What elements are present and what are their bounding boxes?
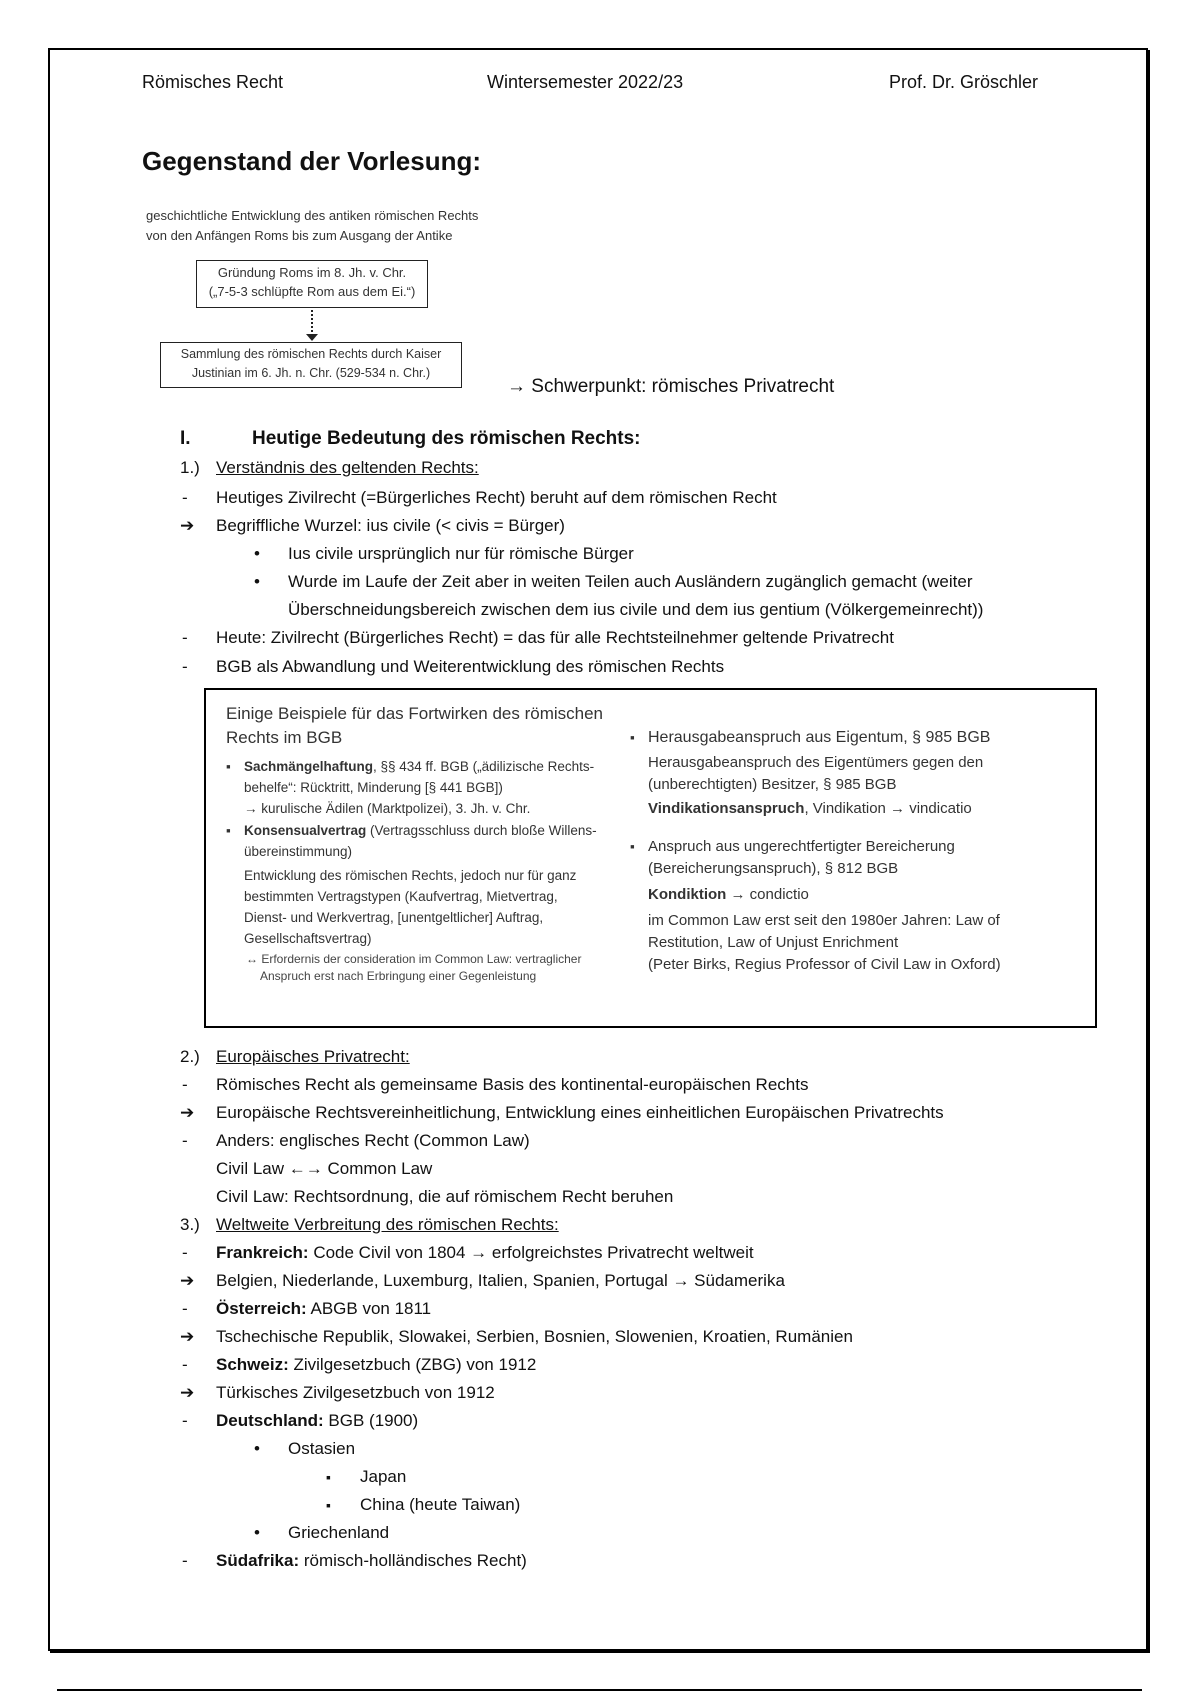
square-bullet-icon: ▪: [326, 1497, 331, 1513]
example-left-1: [244, 756, 594, 777]
example-right-text: (Peter Birks, Regius Professor of Civil Law in Oxford): [648, 956, 1001, 973]
section-heading: Heutige Bedeutung des römischen Rechts:: [252, 428, 641, 449]
country-text: ABGB von 1811: [306, 1299, 432, 1318]
list-item: Ius civile ursprünglich nur für römische Bürger: [288, 544, 634, 563]
example-text: , Vindikation → vindicatio: [804, 800, 972, 817]
square-bullet-icon: ▪: [226, 759, 231, 774]
dash-marker: -: [182, 1551, 188, 1570]
example-term: Kondiktion: [648, 886, 727, 903]
list-item: [216, 1241, 754, 1265]
example-right-4: [648, 798, 972, 819]
country-label: Südafrika:: [216, 1551, 300, 1570]
section-number: I.: [180, 428, 191, 449]
country-label: Frankreich:: [216, 1243, 309, 1262]
list-item: Europäische Rechtsvereinheitlichung, Entwicklung eines einheitlichen Europäischen Privatrechts: [216, 1103, 944, 1122]
example-right-7: [648, 884, 809, 905]
example-note: Anspruch erst nach Erbringung einer Gegenleistung: [260, 969, 537, 983]
subsection-3-title: Weltweite Verbreitung des römischen Rechts:: [216, 1215, 559, 1234]
subsection-3-number: 3.): [180, 1215, 200, 1234]
list-item: BGB als Abwandlung und Weiterentwicklung des römischen Rechts: [216, 657, 725, 676]
arrow-icon: ➔: [180, 1383, 195, 1402]
example-text: behelfe“: Rücktritt, Minderung [§ 441 BGB]): [244, 780, 503, 795]
dash-marker: -: [182, 1299, 188, 1318]
example-text: (Vertragsschluss durch bloße Willens-: [366, 823, 597, 838]
timeline-box-justinian-line2: Justinian im 6. Jh. n. Chr. (529-534 n. Chr.): [191, 366, 431, 380]
subsection-1-title: Verständnis des geltenden Rechts:: [216, 458, 479, 477]
header-professor: Prof. Dr. Gröschler: [889, 72, 1039, 92]
subsection-2-title: Europäisches Privatrecht:: [216, 1047, 410, 1066]
header-course: Römisches Recht: [142, 72, 284, 92]
arrow-icon: ➔: [180, 516, 195, 535]
timeline-box-founding-line2: („7-5-3 schlüpfte Rom aus dem Ei.“): [208, 284, 416, 299]
list-item: Ostasien: [288, 1439, 356, 1458]
timeline-connector: [311, 310, 313, 336]
list-item: Begriffliche Wurzel: ius civile (< civis = Bürger): [216, 516, 565, 535]
country-text: BGB (1900): [323, 1411, 419, 1430]
subsection-1-number: 1.): [180, 458, 200, 477]
header-semester: Wintersemester 2022/23: [487, 72, 684, 92]
country-label: Deutschland:: [216, 1411, 324, 1430]
list-item: Japan: [360, 1467, 407, 1486]
list-item: [216, 1409, 418, 1433]
bullet-icon: •: [254, 572, 260, 591]
timeline-box-justinian-line1: Sammlung des römischen Rechts durch Kaiser: [180, 347, 442, 361]
country-text: römisch-holländisches Recht): [299, 1551, 527, 1570]
example-text: , §§ 434 ff. BGB („ädilizische Rechts-: [373, 759, 595, 774]
example-text: Gesellschaftsvertrag): [244, 931, 372, 946]
dash-marker: -: [182, 1131, 188, 1150]
example-text: Entwicklung des römischen Rechts, jedoch nur für ganz: [244, 868, 577, 883]
example-right-text: Herausgabeanspruch des Eigentümers gegen den: [648, 754, 984, 771]
example-term: Konsensualvertrag: [244, 823, 367, 838]
example-text: bestimmten Vertragstypen (Kaufvertrag, Mietvertrag,: [244, 889, 558, 904]
list-item: Tschechische Republik, Slowakei, Serbien, Bosnien, Slowenien, Kroatien, Rumänien: [216, 1327, 853, 1346]
list-item-continued: Überschneidungsbereich zwischen dem ius civile und dem ius gentium (Völkergemeinrecht)): [288, 600, 984, 619]
example-text: → condictio: [726, 886, 809, 903]
list-item: China (heute Taiwan): [360, 1495, 521, 1514]
page-title: Gegenstand der Vorlesung:: [142, 146, 482, 176]
country-label: Schweiz:: [216, 1355, 289, 1374]
example-text: übereinstimmung): [244, 844, 353, 859]
country-text: Zivilgesetzbuch (ZBG) von 1912: [288, 1355, 537, 1374]
list-item: Wurde im Laufe der Zeit aber in weiten Teilen auch Ausländern zugänglich gemacht (weiter: [288, 572, 973, 591]
list-item: Römisches Recht als gemeinsame Basis des kontinental-europäischen Rechts: [216, 1075, 809, 1094]
square-bullet-icon: ▪: [630, 730, 635, 745]
example-right-text: (unberechtigten) Besitzer, § 985 BGB: [648, 776, 897, 793]
square-bullet-icon: ▪: [226, 823, 231, 838]
dash-marker: -: [182, 1411, 188, 1430]
timeline-intro-line1: geschichtliche Entwicklung des antiken römischen Rechts: [146, 208, 479, 223]
example-term: Sachmängelhaftung: [244, 759, 374, 774]
examples-box: [204, 688, 1097, 1028]
square-bullet-icon: ▪: [630, 839, 635, 854]
focus-note: → Schwerpunkt: römisches Privatrecht: [507, 376, 835, 397]
timeline-box-founding-line1: Gründung Roms im 8. Jh. v. Chr.: [217, 265, 407, 280]
bottom-rule: [57, 1689, 1142, 1691]
examples-heading-line1: Einige Beispiele für das Fortwirken des römischen: [226, 704, 604, 723]
example-right-text: Restitution, Law of Unjust Enrichment: [648, 934, 899, 951]
example-note: ↔ Erfordernis der consideration im Common Law: vertraglicher: [246, 952, 582, 966]
example-text: → kurulische Ädilen (Marktpolizei), 3. Jh. v. Chr.: [244, 801, 531, 816]
dash-marker: -: [182, 628, 188, 647]
bullet-icon: •: [254, 1523, 260, 1542]
list-item-continued: Civil Law ←→ Common Law: [216, 1159, 433, 1178]
list-item: Heutiges Zivilrecht (=Bürgerliches Recht) beruht auf dem römischen Recht: [216, 488, 777, 507]
timeline-box-justinian: [160, 342, 462, 388]
example-text: Dienst- und Werkvertrag, [unentgeltlicher] Auftrag,: [244, 910, 544, 925]
arrow-icon: ➔: [180, 1327, 195, 1346]
list-item-continued: Civil Law: Rechtsordnung, die auf römischem Recht beruhen: [216, 1187, 674, 1206]
bullet-icon: •: [254, 1439, 260, 1458]
example-right-text: im Common Law erst seit den 1980er Jahren: Law of: [648, 912, 1000, 929]
dash-marker: -: [182, 1355, 188, 1374]
list-item: [216, 1549, 527, 1573]
list-item: Anders: englisches Recht (Common Law): [216, 1131, 530, 1150]
list-item: [216, 1297, 431, 1321]
bullet-icon: •: [254, 544, 260, 563]
list-item: Belgien, Niederlande, Luxemburg, Italien, Spanien, Portugal → Südamerika: [216, 1271, 785, 1290]
arrow-icon: ➔: [180, 1271, 195, 1290]
list-item: Griechenland: [288, 1523, 390, 1542]
example-right-text: Anspruch aus ungerechtfertigter Bereicherung: [648, 838, 955, 855]
example-right-text: Herausgabeanspruch aus Eigentum, § 985 BGB: [648, 729, 991, 746]
list-item: [216, 1353, 536, 1377]
country-label: Österreich:: [216, 1299, 307, 1318]
list-item: Heute: Zivilrecht (Bürgerliches Recht) = das für alle Rechtsteilnehmer geltende Privatrecht: [216, 628, 894, 647]
dash-marker: -: [182, 488, 188, 507]
example-term: Vindikationsanspruch: [648, 800, 805, 817]
arrow-icon: ➔: [180, 1103, 195, 1122]
dash-marker: -: [182, 1243, 188, 1262]
timeline-intro: [146, 206, 478, 246]
timeline-intro-line2: von den Anfängen Roms bis zum Ausgang der Antike: [146, 228, 453, 243]
country-text: Code Civil von 1804 → erfolgreichstes Privatrecht weltweit: [308, 1243, 754, 1262]
timeline-box-founding: [196, 260, 428, 308]
example-left-2: [244, 820, 597, 841]
list-item: Türkisches Zivilgesetzbuch von 1912: [216, 1383, 495, 1402]
subsection-2-number: 2.): [180, 1047, 200, 1066]
examples-heading-line2: Rechts im BGB: [226, 728, 343, 747]
square-bullet-icon: ▪: [326, 1469, 331, 1485]
timeline-arrowhead: [306, 334, 318, 341]
dash-marker: -: [182, 1075, 188, 1094]
dash-marker: -: [182, 657, 188, 676]
example-right-text: (Bereicherungsanspruch), § 812 BGB: [648, 860, 899, 877]
